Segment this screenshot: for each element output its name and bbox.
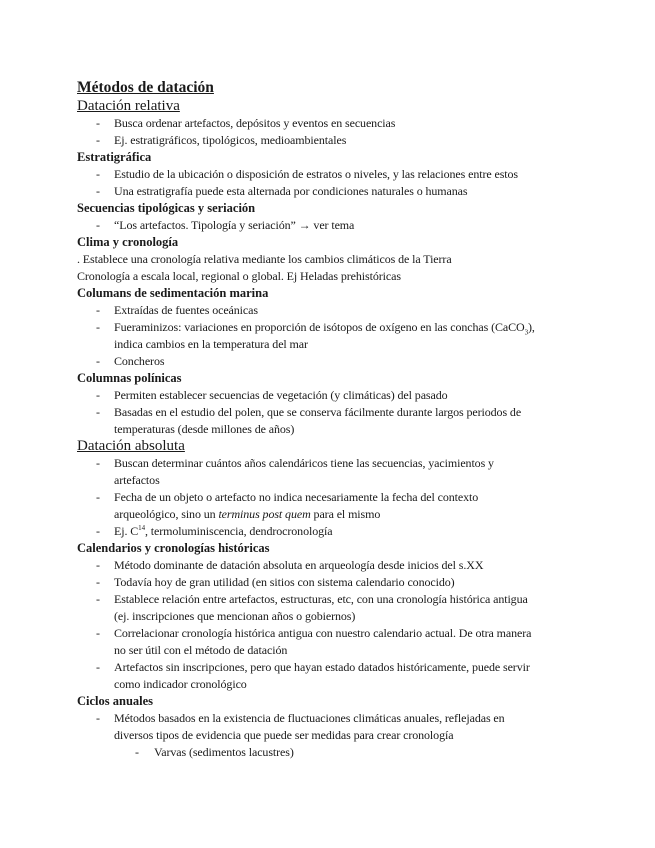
list-item: - Método dominante de datación absoluta en arqueología desde inicios del s.XX (96, 558, 484, 572)
section-heading-absoluta: Datación absoluta (77, 438, 185, 454)
list-item: - Una estratigrafía puede esta alternada por condiciones naturales o humanas (96, 184, 468, 198)
clima-paragraph-2: Cronología a escala local, regional o global. Ej Heladas prehistóricas (77, 269, 401, 283)
absoluta-intro-list (77, 455, 597, 540)
list-item: - Todavía hoy de gran utilidad (en sitios con sistema calendario conocido) (96, 575, 455, 589)
list-item: - Ej. estratigráficos, tipológicos, medioambientales (96, 133, 347, 147)
calendarios-list (77, 557, 597, 693)
ciclos-list (77, 710, 597, 744)
list-item: - Establece relación entre artefactos, estructuras, etc, con una cronología histórica antigua (ej. inscripciones que mencionan años o gobiernos) (96, 592, 528, 623)
list-item: - Basadas en el estudio del polen, que se conserva fácilmente durante largos periodos de temperaturas (desde millones de años) (96, 405, 522, 436)
subheading-estratigrafica: Estratigráfica (77, 150, 152, 164)
ciclos-sublist (77, 744, 597, 761)
list-item: - “Los artefactos. Tipología y seriación” → ver tema (96, 218, 355, 232)
relativa-intro-list (77, 115, 597, 149)
subheading-columnas-polinicas: Columnas polínicas (77, 371, 182, 385)
subheading-clima: Clima y cronología (77, 235, 179, 249)
list-item: - Correlacionar cronología histórica antigua con nuestro calendario actual. De otra manera no ser útil con el método de datación (96, 626, 532, 657)
list-item: - Fueraminizos: variaciones en proporción de isótopos de oxígeno en las conchas (CaCO$_3$), indica cambios en la temperatura del mar (96, 320, 535, 351)
list-item: - Fecha de un objeto o artefacto no indica necesariamente la fecha del contexto arqueológico, sino un terminus post quem para el mismo (96, 490, 479, 521)
columnas-marina-list (77, 302, 597, 370)
section-heading-relativa: Datación relativa (77, 98, 180, 114)
subheading-secuencias: Secuencias tipológicas y seriación (77, 201, 256, 215)
columnas-polinicas-list (77, 387, 597, 438)
list-item: - Extraídas de fuentes oceánicas (96, 303, 258, 317)
list-item: - Varvas (sedimentos lacustres) (135, 745, 294, 759)
list-item: - Busca ordenar artefactos, depósitos y eventos en secuencias (96, 116, 396, 130)
list-item: - Ej. $C^{14}$, termoluminiscencia, dendrocronología (96, 524, 333, 538)
document-title: Métodos de datación (77, 79, 214, 96)
clima-paragraph-1: . Establece una cronología relativa mediante los cambios climáticos de la Tierra (77, 252, 452, 266)
list-item: - Concheros (96, 354, 165, 368)
list-item: - Métodos basados en la existencia de fluctuaciones climáticas anuales, reflejadas en diversos tipos de evidencia que puede ser medidas para crear cronología (96, 711, 505, 742)
list-item: - Estudio de la ubicación o disposición de estratos o niveles, y las relaciones entre estos (96, 167, 518, 181)
subheading-columnas-marina: Columans de sedimentación marina (77, 286, 269, 300)
subheading-ciclos: Ciclos anuales (77, 694, 154, 708)
document-page (77, 78, 597, 761)
list-item: - Permiten establecer secuencias de vegetación (y climáticas) del pasado (96, 388, 448, 402)
subheading-calendarios: Calendarios y cronologías históricas (77, 541, 270, 555)
list-item: - Buscan determinar cuántos años calendáricos tiene las secuencias, yacimientos y artefactos (96, 456, 494, 487)
list-item: - Artefactos sin inscripciones, pero que hayan estado datados históricamente, puede servir como indicador cronológico (96, 660, 530, 691)
estratigrafica-list (77, 166, 597, 200)
secuencias-list (77, 217, 597, 234)
